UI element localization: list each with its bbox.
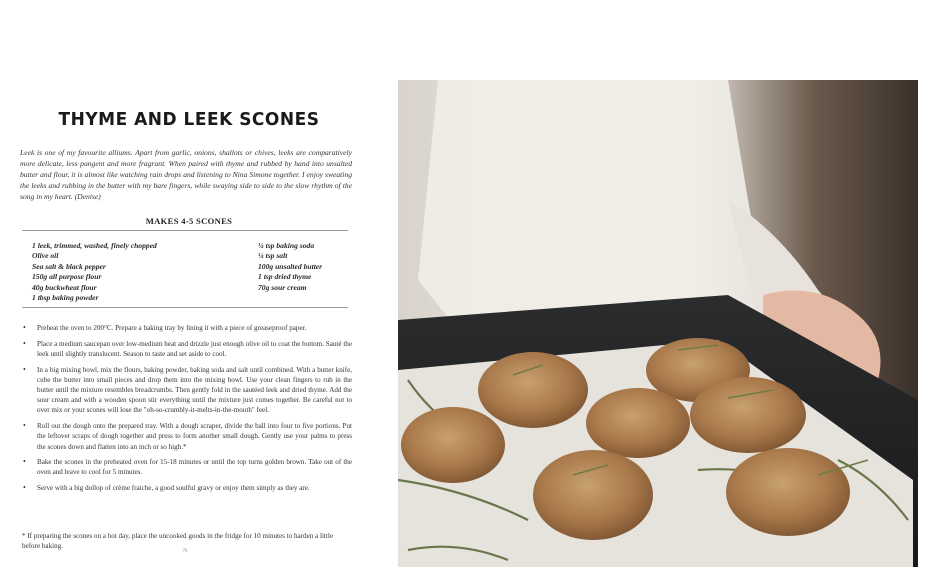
divider-bottom: [22, 307, 348, 308]
method-steps: [22, 323, 352, 499]
method-step: • Serve with a big dollop of crème fraiche, a good soulful gravy or enjoy them simply as they are.: [22, 483, 352, 493]
ingredients-left-column: [32, 241, 232, 303]
ingredient-item: 40g buckwheat flour: [32, 282, 97, 292]
scones-on-baking-tray-photo: [398, 80, 918, 567]
recipe-yield: MAKES 4-5 SCONES: [145, 216, 233, 226]
method-step: • Bake the scones in the preheated oven for 15-18 minutes or until the top turns golden brown. Take out of the oven and leave to cool for 5 minutes.: [22, 457, 352, 477]
ingredient-item: 1 leek, trimmed, washed, finely chopped: [32, 241, 157, 250]
ingredient-item: ¼ tsp salt: [258, 251, 288, 261]
ingredient-item: Olive oil: [32, 251, 59, 261]
method-step: • Preheat the oven to 200°C. Prepare a baking tray by lining it with a piece of greaseproof paper.: [22, 323, 352, 333]
ingredient-item: Sea salt & black pepper: [32, 261, 106, 271]
recipe-page: [0, 0, 380, 585]
recipe-intro: Leek is one of my favourite alliums. Apart from garlic, onions, shallots or chives, leeks are comparatively more delicate, less pungent and more fragrant. When paired with thyme and rubbed by hand into unsalted butter and flour, it is almost like watching rain drops and listening to Nina Simone together. I enjoy sweating the leeks and rubbing in the butter with my bare fingers, while swaying side to side to the slow rhythm of the song in my heart. (Denise): [20, 148, 352, 201]
page-number: 70: [182, 549, 188, 554]
footnote: * If preparing the scones on a hot day, place the uncooked goods in the fridge for 10 minutes to harden a little before baking.: [22, 532, 333, 551]
recipe-title: THYME AND LEEK SCONES: [58, 109, 320, 131]
ingredients-right-column: [258, 241, 358, 293]
divider-top: [22, 230, 348, 231]
method-step: • Place a medium saucepan over low-medium heat and drizzle just enough olive oil to coat the bottom. Sauté the leek until slightly translucent. Season to taste and set aside to cool.: [22, 339, 352, 359]
ingredient-item: 100g unsalted butter: [258, 261, 323, 271]
ingredient-item: ¼ tsp baking soda: [258, 241, 315, 250]
method-step: • Roll out the dough onto the prepared tray. With a dough scraper, divide the ball into four to five portions. Put the leftover scraps of dough together and press to form another small dough. Gently use your palms to press the scones down and flatten into an inch or so high.*: [22, 421, 352, 452]
ingredient-item: 150g all purpose flour: [32, 272, 102, 282]
ingredient-item: 1 tbsp baking powder: [32, 293, 99, 303]
ingredient-item: 1 tsp dried thyme: [258, 272, 312, 282]
ingredient-item: 70g sour cream: [258, 282, 307, 292]
method-step: • In a big mixing bowl, mix the flours, baking powder, baking soda and salt until combined. With a butter knife, cube the butter into small pieces and drop them into the mixing bowl. Use your clean fingers to rub in the butter until the mixture resembles breadcrumbs. Then gently fold in the sautéed leek and dried thyme. Add the sour cream and with a wooden spoon stir everything until the mixture just comes together. Be careful not to over mix or your scones will lose the "oh-so-crumbly-it-melts-in-the-mouth" feel.: [22, 365, 352, 416]
